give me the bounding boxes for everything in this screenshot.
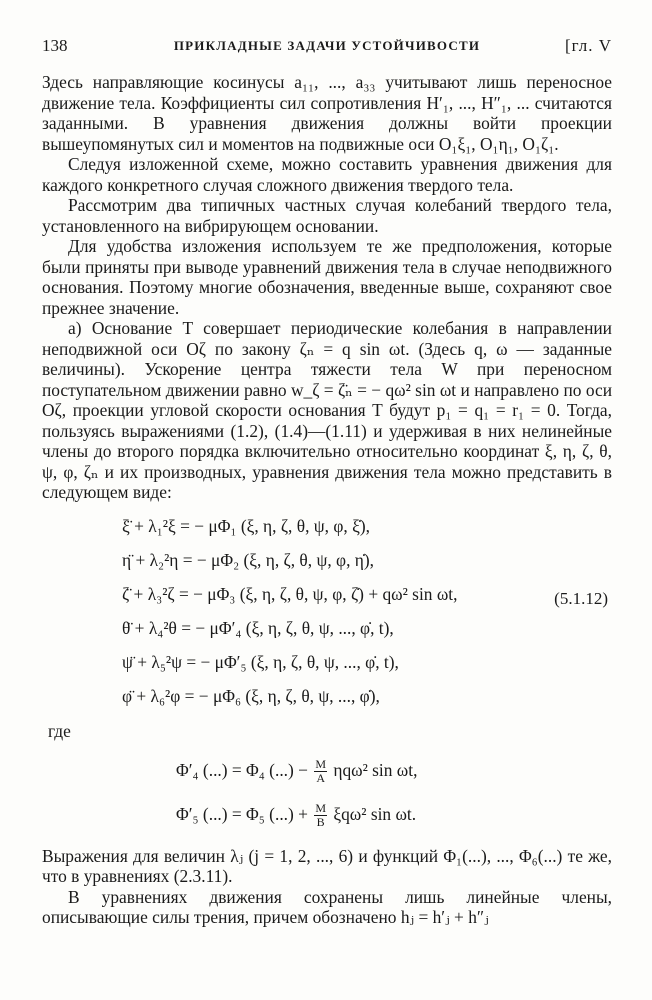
phi4-right: ηqω² sin ωt, <box>333 759 418 780</box>
fraction-denominator: B <box>316 815 325 829</box>
paragraph: Рассмотрим два типичных частных случая колебаний твердого тела, установленного на вибрирующем основании. <box>42 195 612 236</box>
paragraph: Для удобства изложения используем те же предположения, которые были приняты при выводе уравнений движения тела в случае неподвижного основания. Поэтому многие обозначения, введенные выше, сохраняют свое прежнее значение. <box>42 236 612 318</box>
paragraph: В уравнениях движения сохранены лишь линейные члены, описывающие силы трения, причем обозначено hⱼ = h′ⱼ + h″ⱼ <box>42 886 612 927</box>
paragraph: Выражения для величин λⱼ (j = 1, 2, ..., 6) и функций Φ₁(...), ..., Φ₆(...) те же, что в уравнениях (2.3.11). <box>42 845 612 886</box>
equation: φ̈ + λ₆²φ = − μΦ₆ (ξ, η, ζ, θ, ψ, ..., φ̇), <box>122 685 380 706</box>
fraction-numerator: M <box>315 801 326 815</box>
paragraph: Следуя изложенной схеме, можно составить уравнения движения для каждого конкретного случая сложного движения твердого тела. <box>42 154 612 195</box>
paragraph: Здесь направляющие косинусы a₁₁, ..., a₃₃ учитывают лишь переносное движение тела. Коэффициенты сил сопротивления H′₁, ..., H″₁, ... считаются заданными. В уравнения движения должны войти проекции вышеупомянутых сил и моментов на подвижные оси O₁ξ₁, O₁η₁, O₁ζ₁. <box>42 72 612 154</box>
closing-text <box>42 846 612 928</box>
phi5-right: ξqω² sin ωt. <box>333 803 417 824</box>
equation: ξ̈ + λ₁²ξ = − μΦ₁ (ξ, η, ζ, θ, ψ, φ, ξ̇), <box>122 515 370 536</box>
equation: θ̈ + λ₄²θ = − μΦ′₄ (ξ, η, ζ, θ, ψ, ..., φ̇, t), <box>122 617 394 638</box>
equation-system <box>42 509 612 713</box>
fraction <box>314 758 327 785</box>
phi5-definition <box>42 792 612 836</box>
equation-number: (5.1.12) <box>554 588 608 608</box>
equation: ψ̈ + λ₅²ψ = − μΦ′₅ (ξ, η, ζ, θ, ψ, ..., φ̇, t), <box>122 651 399 672</box>
equation: ζ̈ + λ₃²ζ = − μΦ₃ (ξ, η, ζ, θ, ψ, φ, ζ̇) + qω² sin ωt, <box>122 583 458 604</box>
where-label: где <box>48 720 71 741</box>
fraction-numerator: M <box>315 757 326 771</box>
running-title: ПРИКЛАДНЫЕ ЗАДАЧИ УСТОЙЧИВОСТИ <box>173 38 481 53</box>
phi4-definition <box>42 748 612 792</box>
fraction <box>314 802 327 829</box>
page-header <box>42 36 612 60</box>
page-number: 138 <box>42 36 68 55</box>
body-text <box>42 72 612 503</box>
chapter-label: [гл. V <box>564 36 612 55</box>
phi5-left: Φ′₅ (...) = Φ₅ (...) + <box>176 803 308 824</box>
paragraph: а) Основание T совершает периодические колебания в направлении неподвижной оси Oζ по закону ζₙ = q sin ωt. (Здесь q, ω — заданные величины). Ускорение центра тяжести тела W при переносном поступательном движении равно w_ζ = ζ̈ₙ = − qω² sin ωt и направлено по оси Oζ, проекции угловой скорости основания T будут p₁ = q₁ = r₁ = 0. Тогда, пользуясь выражениями (1.2), (1.4)—(1.11) и удерживая в них нелинейные члены до второго порядка включительно относительно координат ξ, η, ζ, θ, ψ, φ, ζₙ и их производных, уравнения движения тела можно представить в следующем виде: <box>42 318 612 502</box>
book-page <box>42 36 612 928</box>
fraction-denominator: A <box>316 771 325 785</box>
phi4-left: Φ′₄ (...) = Φ₄ (...) − <box>176 759 308 780</box>
equation: η̈ + λ₂²η = − μΦ₂ (ξ, η, ζ, θ, ψ, φ, η̇), <box>122 549 375 570</box>
